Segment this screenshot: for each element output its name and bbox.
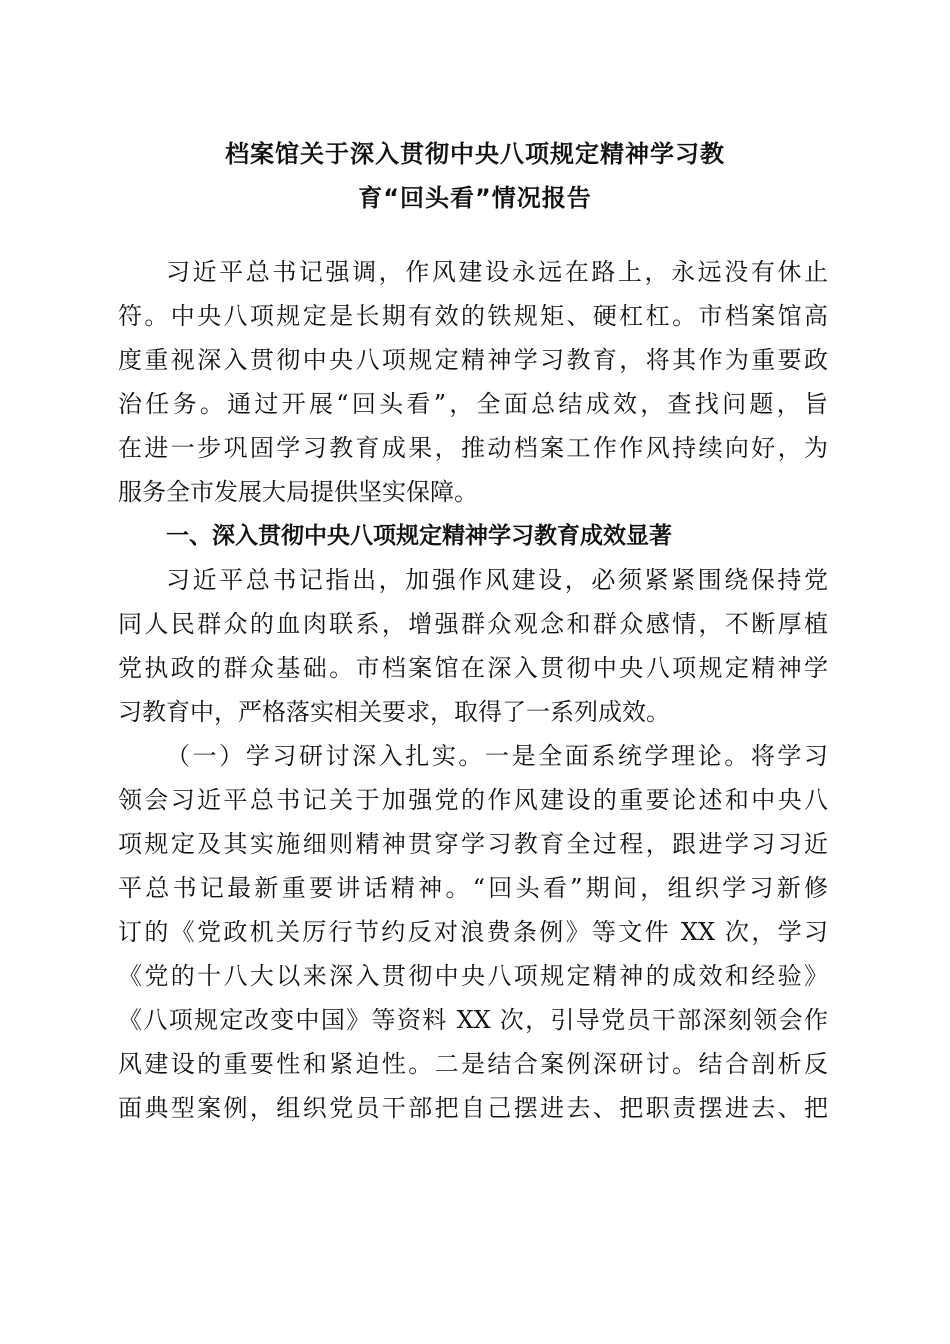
- section-paragraph: [118, 558, 828, 734]
- paragraph-line: 风建设的重要性和紧迫性。二是结合案例深研讨。结合剖析反: [118, 1050, 828, 1078]
- paragraph-line: 符。中央八项规定是长期有效的铁规矩、硬杠杠。市档案馆高: [118, 302, 828, 330]
- document-body: [118, 250, 828, 1130]
- paragraph-line: 习近平总书记强调，作风建设永远在路上，永远没有休止: [166, 258, 828, 286]
- paragraph-line: 订的《党政机关厉行节约反对浪费条例》等文件 XX 次，学习: [118, 918, 828, 946]
- paragraph-line: 面典型案例，组织党员干部把自己摆进去、把职责摆进去、把: [118, 1094, 828, 1122]
- title-line: 育“回头看”情况报告: [358, 184, 592, 212]
- paragraph-line: 同人民群众的血肉联系，增强群众观念和群众感情，不断厚植: [118, 610, 828, 638]
- paragraph-line: 党执政的群众基础。市档案馆在深入贯彻中央八项规定精神学: [118, 654, 828, 682]
- paragraph-line: 平总书记最新重要讲话精神。“回头看”期间，组织学习新修: [118, 874, 828, 902]
- paragraph-line: 习教育中，严格落实相关要求，取得了一系列成效。: [118, 698, 670, 726]
- paragraph-line: 《党的十八大以来深入贯彻中央八项规定精神的成效和经验》: [118, 962, 828, 990]
- paragraph-line: 《八项规定改变中国》等资料 XX 次，引导党员干部深刻领会作: [118, 1006, 828, 1034]
- paragraph-line: 治任务。通过开展“回头看”，全面总结成效，查找问题，旨: [118, 390, 828, 418]
- section-heading: 一、深入贯彻中央八项规定精神学习教育成效显著: [166, 523, 672, 549]
- paragraph-line: 在进一步巩固学习教育成果，推动档案工作作风持续向好，为: [118, 434, 828, 462]
- intro-paragraph: [118, 250, 828, 514]
- paragraph-line: 项规定及其实施细则精神贯穿学习教育全过程，跟进学习习近: [118, 830, 828, 858]
- title-line: 档案馆关于深入贯彻中央八项规定精神学习教: [225, 140, 725, 168]
- paragraph-line: 领会习近平总书记关于加强党的作风建设的重要论述和中央八: [118, 786, 828, 814]
- paragraph-line: 度重视深入贯彻中央八项规定精神学习教育，将其作为重要政: [118, 346, 828, 374]
- paragraph-line: 习近平总书记指出，加强作风建设，必须紧紧围绕保持党: [166, 566, 828, 594]
- paragraph-line: 服务全市发展大局提供坚实保障。: [118, 478, 478, 506]
- document-title: [100, 132, 850, 220]
- subsection-paragraph: [118, 734, 828, 1130]
- paragraph-line: （一）学习研讨深入扎实。一是全面系统学理论。将学习: [166, 742, 828, 770]
